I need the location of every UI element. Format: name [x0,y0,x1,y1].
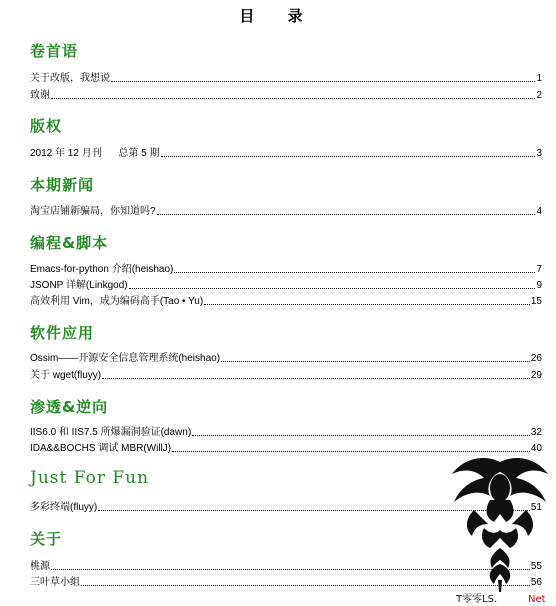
toc-entry-title: JSONP 详解(Linkgod) [30,280,128,291]
section-heading-programming: 编程&脚本 [30,234,109,252]
logo-text [455,593,546,605]
toc-entry-page: 55 [530,561,542,572]
section-heading-just-for-fun: Just For Fun [30,468,150,488]
toc-entry-page: 9 [536,280,542,291]
section-heading-pentest: 渗透&逆向 [30,398,109,416]
toc-entry-title: 致谢 [30,90,50,101]
toc-entry-page: 40 [530,443,542,454]
toc-entry[interactable] [30,71,542,85]
toc-entry-page: 51 [530,502,542,513]
toc-entry[interactable] [30,204,542,218]
dot-leader [161,155,536,157]
toc-entry-page: 56 [530,577,542,588]
toc-entry[interactable] [30,278,542,292]
toc-entry-title: 多彩终端(fluyy) [30,502,98,513]
toc-entry-title: IDA&&BOCHS 调试 MBR(WillJ) [30,443,172,454]
dot-leader [221,360,530,362]
toc-entry-title: Ossim——开源安全信息管理系统(heishao) [30,353,221,364]
toc-entry[interactable] [30,351,542,365]
toc-title: 目 录 [239,7,317,25]
toc-entry-page: 32 [530,427,542,438]
section-heading-news: 本期新闻 [30,176,95,194]
dot-leader [174,271,535,273]
dot-leader [192,434,530,436]
toc-entry-page: 29 [530,370,542,381]
toc-entry-title: 高效利用 Vim，成为编码高手(Tao • Yu) [30,296,204,307]
toc-entry-title: 2012 年 12 月刊 总第 5 期 [30,148,160,159]
toc-entry-page: 7 [536,264,542,275]
section-heading-preface: 卷首语 [30,42,79,60]
toc-entry-page: 26 [530,353,542,364]
dot-leader [157,213,536,215]
tribal-logo [444,452,556,606]
dot-leader [51,97,535,99]
toc-entry[interactable] [30,368,542,382]
section-heading-about: 关于 [30,530,63,548]
toc-entry-title: 三叶草小组 [30,577,80,588]
toc-entry[interactable] [30,88,542,102]
toc-entry-title: IIS6.0 和 IIS7.5 所爆漏洞验证(dawn) [30,427,192,438]
dot-leader [129,287,536,289]
logo-text-main: T零零LS. [456,594,498,605]
toc-entry-title: 桃源 [30,561,50,572]
toc-entry[interactable] [30,262,542,276]
toc-entry[interactable] [30,146,542,160]
toc-entry-page: 2 [536,90,542,101]
toc-entry-title: 淘宝店铺新骗局，你知道吗? [30,206,156,217]
dot-leader [111,80,535,82]
dot-leader [102,377,530,379]
tribal-mark-icon [452,458,548,592]
toc-entry[interactable] [30,294,542,308]
dot-leader [204,303,530,305]
toc-entry-page: 4 [536,206,542,217]
toc-entry-title: 关于改版，我想说 [30,73,110,84]
toc-entry-page: 3 [536,148,542,159]
toc-entry-page: 15 [530,296,542,307]
toc-entry-page: 1 [536,73,542,84]
toc-entry-title: 关于 wget(fluyy) [30,370,102,381]
logo-text-net: Net [528,594,546,605]
toc-entry-title: Emacs-for-python 介绍(heishao) [30,264,174,275]
section-heading-software: 软件应用 [30,324,95,342]
toc-entry[interactable] [30,425,542,439]
section-heading-copyright: 版权 [30,117,63,135]
